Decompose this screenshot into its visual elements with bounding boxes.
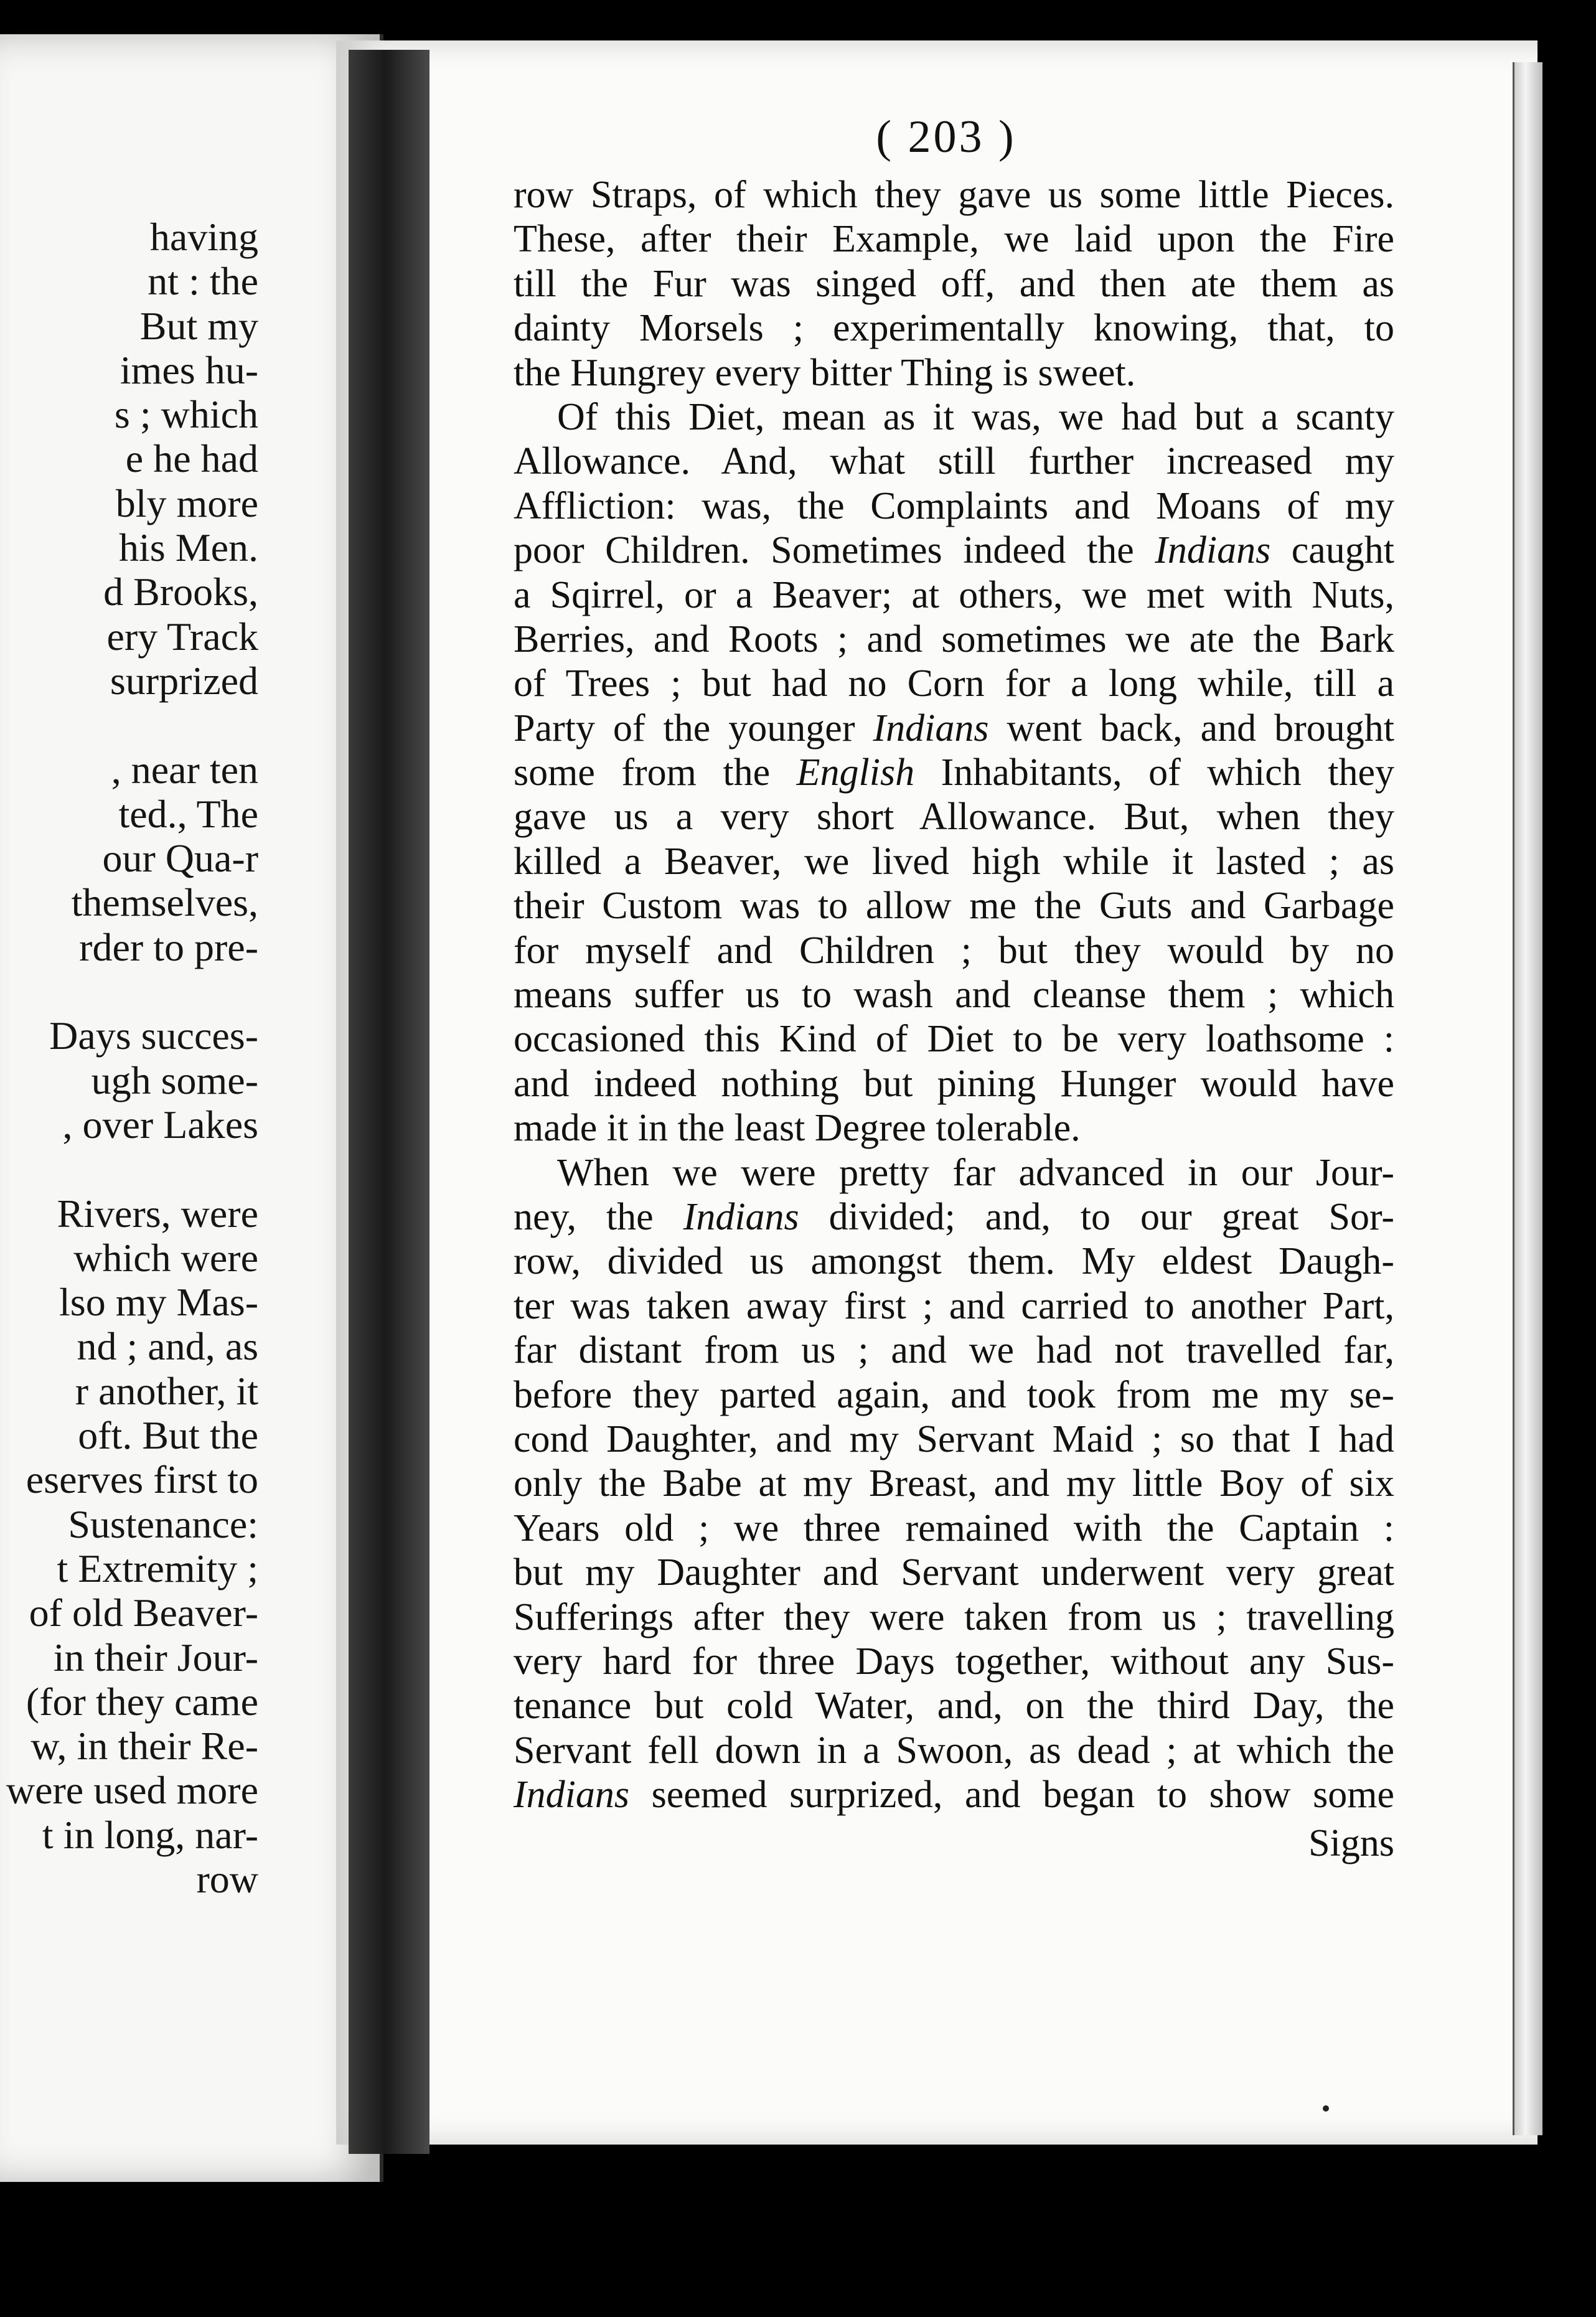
text-line: far distant from us ; and we had not travelled far, xyxy=(514,1329,1394,1372)
left-line: row xyxy=(196,1856,258,1901)
left-line: oft. But the xyxy=(78,1413,258,1458)
page-number: ( 203 ) xyxy=(876,111,1016,162)
text-line: gave us a very short Allowance. But, when they xyxy=(514,796,1394,839)
text-line: Years old ; we three remained with the Captain : xyxy=(514,1506,1394,1549)
catchword: Signs xyxy=(1308,1822,1394,1864)
text-line: These, after their Example, we laid upon the Fire xyxy=(514,218,1394,261)
text-line: poor Children. Sometimes indeed the Indians caught xyxy=(514,529,1395,572)
text-line: very hard for three Days together, without any Sus- xyxy=(514,1640,1394,1683)
text-line: killed a Beaver, we lived high while it lasted ; as xyxy=(514,840,1394,883)
left-line: themselves, xyxy=(71,880,258,925)
left-line: ery Track xyxy=(106,614,258,659)
left-line: w, in their Re- xyxy=(31,1724,258,1769)
left-line: bly more xyxy=(115,481,258,525)
left-line: Sustenance: xyxy=(68,1502,258,1546)
left-line: ugh some- xyxy=(91,1058,258,1102)
left-line: our Qua-r xyxy=(102,836,258,881)
left-line: Rivers, were xyxy=(57,1191,258,1236)
left-line: But my xyxy=(139,303,258,348)
left-line: r another, it xyxy=(75,1368,258,1413)
left-line: lso my Mas- xyxy=(59,1280,258,1325)
text-line: and indeed nothing but pining Hunger would have xyxy=(514,1062,1394,1105)
text-line: Servant fell down in a Swoon, as dead ; at which the xyxy=(514,1729,1394,1772)
left-line: , over Lakes xyxy=(62,1102,258,1147)
left-line-gap xyxy=(0,969,258,1013)
left-line: t in long, nar- xyxy=(42,1812,258,1857)
text-line: of Trees ; but had no Corn for a long while, till a xyxy=(514,662,1394,705)
left-line: rder to pre- xyxy=(79,924,258,969)
left-line: his Men. xyxy=(119,525,258,570)
left-line: eserves first to xyxy=(26,1457,258,1502)
text-line: ney, the Indians divided; and, to our great Sor- xyxy=(514,1195,1394,1238)
text-line: made it in the least Degree tolerable. xyxy=(514,1107,1081,1150)
text-line: row Straps, of which they gave us some little Pieces. xyxy=(514,174,1394,216)
left-line: Days succes- xyxy=(49,1013,258,1058)
text-line: some from the English Inhabitants, of which they xyxy=(514,751,1394,794)
page-body-text xyxy=(514,173,1394,1817)
book-gutter xyxy=(349,50,430,2154)
text-line: dainty Morsels ; experimentally knowing, that, to xyxy=(514,307,1394,350)
paragraph-first-line: When we were pretty far advanced in our Jour- xyxy=(557,1151,1394,1194)
left-line: , near ten xyxy=(111,747,258,792)
text-line: means suffer us to wash and cleanse them ; which xyxy=(514,974,1394,1017)
paragraph-first-line: Of this Diet, mean as it was, we had but a scanty xyxy=(557,395,1394,438)
text-line: only the Babe at my Breast, and my little Boy of six xyxy=(514,1462,1394,1505)
ink-speck xyxy=(1323,2105,1329,2112)
left-line: ted., The xyxy=(118,791,258,836)
text-line: tenance but cold Water, and, on the third Day, the xyxy=(514,1685,1394,1727)
left-line: were used more xyxy=(6,1768,258,1813)
left-line: e he had xyxy=(125,436,258,481)
left-line: which were xyxy=(73,1235,258,1280)
text-line: a Sqirrel, or a Beaver; at others, we met with Nuts, xyxy=(514,573,1394,616)
left-line: nt : the xyxy=(148,259,258,304)
left-page xyxy=(0,34,383,2182)
text-line: but my Daughter and Servant underwent very great xyxy=(514,1551,1394,1594)
page-edge xyxy=(1513,62,1542,2135)
left-line: having xyxy=(149,215,258,259)
text-line: ter was taken away first ; and carried to another Part, xyxy=(514,1284,1394,1327)
left-line: s ; which xyxy=(114,392,258,437)
text-line: for myself and Children ; but they would by no xyxy=(514,929,1394,972)
left-line-gap xyxy=(0,1147,258,1191)
text-line: Berries, and Roots ; and sometimes we ate the Bark xyxy=(514,618,1394,660)
left-line: in their Jour- xyxy=(53,1635,258,1680)
left-line: t Extremity ; xyxy=(57,1546,258,1591)
left-line: surprized xyxy=(110,658,258,703)
text-line: Affliction: was, the Complaints and Moans of my xyxy=(514,484,1394,527)
text-line: row, divided us amongst them. My eldest Daugh- xyxy=(514,1240,1394,1283)
text-line: Allowance. And, what still further increased my xyxy=(514,440,1394,483)
left-line-gap xyxy=(0,703,258,747)
text-line: occasioned this Kind of Diet to be very loathsome : xyxy=(514,1018,1394,1061)
text-line: till the Fur was singed off, and then ate them as xyxy=(514,262,1394,305)
left-line: nd ; and, as xyxy=(77,1324,258,1369)
text-line: the Hungrey every bitter Thing is sweet. xyxy=(514,351,1136,394)
text-line: before they parted again, and took from me my se- xyxy=(514,1373,1394,1416)
left-line: of old Beaver- xyxy=(29,1591,258,1635)
left-line: d Brooks, xyxy=(103,570,258,614)
text-line: Party of the younger Indians went back, and brought xyxy=(514,707,1394,750)
text-line: their Custom was to allow me the Guts and Garbage xyxy=(514,885,1394,928)
text-line: Indians seemed surprized, and began to show some xyxy=(514,1774,1394,1816)
text-line: Sufferings after they were taken from us ; travelling xyxy=(514,1596,1394,1638)
left-page-text xyxy=(0,215,258,1901)
left-line: (for they came xyxy=(26,1679,258,1724)
left-line: imes hu- xyxy=(120,347,258,392)
text-line: cond Daughter, and my Servant Maid ; so that I had xyxy=(514,1417,1394,1460)
